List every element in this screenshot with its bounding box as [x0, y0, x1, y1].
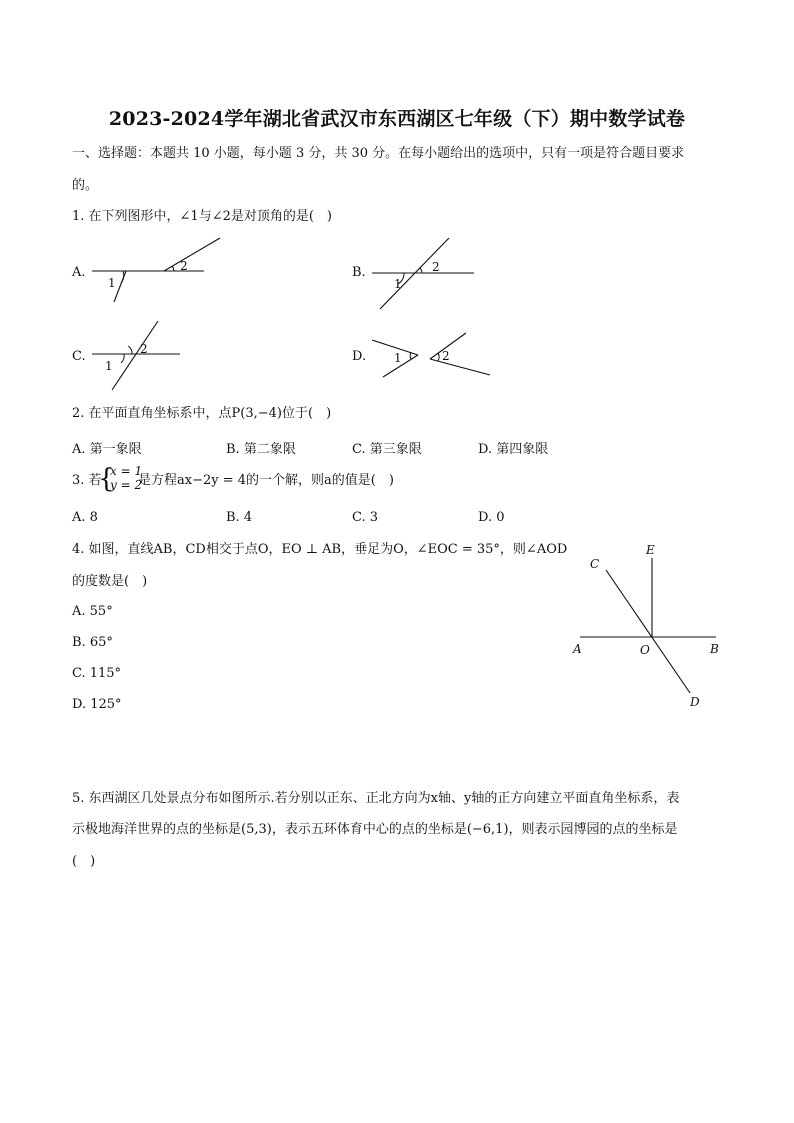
q3-system-eq1: x = 1	[110, 464, 143, 478]
q4-label-d: D	[690, 695, 700, 709]
question-4-stem-line1: 4. 如图，直线AB，CD相交于点O，EO ⊥ AB，垂足为O，∠EOC = 35°，则∠AOD	[72, 542, 568, 557]
q3-system-brace: {	[98, 464, 115, 494]
q1a-angle-2: 2	[180, 259, 188, 273]
q1-figure-b	[368, 234, 478, 314]
q3-option-d: D. 0	[478, 510, 505, 525]
question-4-stem-line2: 的度数是( )	[72, 574, 148, 589]
q1d-angle-1: 1	[394, 351, 402, 365]
question-3-prefix: 3. 若	[72, 473, 102, 488]
q1-option-c-label: C.	[72, 349, 86, 364]
q2-option-c: C. 第三象限	[352, 442, 422, 457]
q4-option-d: D. 125°	[72, 697, 122, 712]
q1c-angle-2: 2	[140, 342, 148, 356]
q1c-angle-1: 1	[105, 359, 113, 373]
section-instruction-line1: 一、选择题：本题共 10 小题，每小题 3 分，共 30 分。在每小题给出的选项中，只有一项是符合题目要求	[72, 146, 685, 161]
q3-system-eq2: y = 2	[110, 478, 143, 492]
question-3-suffix: 是方程ax−2y = 4的一个解，则a的值是( )	[138, 473, 394, 488]
q4-option-c: C. 115°	[72, 666, 122, 681]
q1b-angle-1: 1	[394, 277, 402, 291]
section-instruction-line2: 的。	[72, 178, 99, 193]
q1-option-a-label: A.	[72, 265, 86, 280]
q1d-angle-2: 2	[442, 349, 450, 363]
q2-option-b: B. 第二象限	[226, 442, 296, 457]
q4-figure	[568, 540, 738, 715]
q4-label-a: A	[573, 642, 582, 656]
q3-option-b: B. 4	[226, 510, 253, 525]
q1-figure-a	[88, 230, 218, 310]
q3-option-a: A. 8	[72, 510, 98, 525]
question-5-line2: 示极地海洋世界的点的坐标是(5,3)，表示五环体育中心的点的坐标是(−6,1)，则表示园博园的点的坐标是	[72, 822, 678, 837]
q2-option-a: A. 第一象限	[72, 442, 142, 457]
question-5-line1: 5. 东西湖区几处景点分布如图所示.若分别以正东、正北方向为x轴、y轴的正方向建立平面直角坐标系，表	[72, 791, 680, 806]
q4-label-c: C	[590, 557, 600, 571]
question-1-stem: 1. 在下列图形中，∠1与∠2是对顶角的是( )	[72, 209, 333, 224]
q4-option-a: A. 55°	[72, 604, 113, 619]
q4-label-e: E	[646, 543, 655, 557]
q1-figure-d	[368, 330, 498, 385]
page-title: 2023-2024学年湖北省武汉市东西湖区七年级（下）期中数学试卷	[108, 108, 686, 130]
question-5-line3: ( )	[72, 854, 96, 869]
q3-option-c: C. 3	[352, 510, 379, 525]
q2-option-d: D. 第四象限	[478, 442, 549, 457]
q1-option-b-label: B.	[352, 265, 366, 280]
question-2-stem: 2. 在平面直角坐标系中，点P(3,−4)位于( )	[72, 406, 332, 421]
q1a-angle-1: 1	[108, 276, 116, 290]
q4-label-b: B	[710, 642, 719, 656]
q4-label-o: O	[640, 643, 650, 657]
q4-option-b: B. 65°	[72, 635, 113, 650]
q1-option-d-label: D.	[352, 349, 367, 364]
q1b-angle-2: 2	[432, 260, 440, 274]
q1-figure-c	[88, 318, 188, 393]
